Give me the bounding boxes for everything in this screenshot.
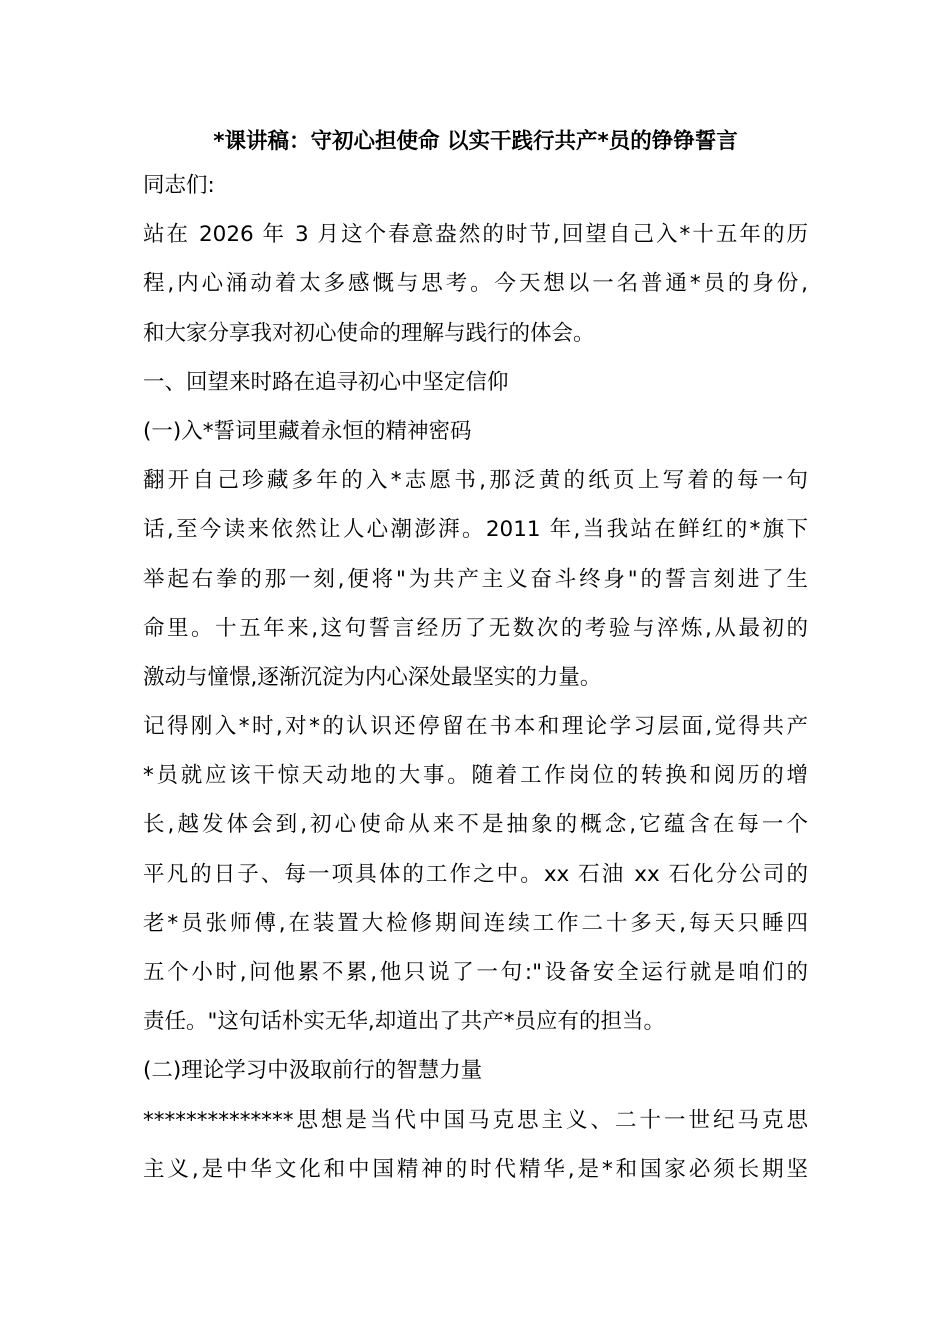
paragraph-line: 站在 2026 年 3 月这个春意盎然的时节,回望自己入*十五年的历: [143, 222, 808, 248]
paragraph-line: *员就应该干惊天动地的大事。随着工作岗位的转换和阅历的增: [143, 763, 808, 789]
paragraph-line: 程,内心涌动着太多感慨与思考。今天想以一名普通*员的身份,: [143, 271, 808, 297]
document-body: [143, 123, 808, 1194]
subsection-heading: (一)入*誓词里藏着永恒的精神密码: [143, 418, 472, 444]
paragraph-line: 平凡的日子、每一项具体的工作之中。xx 石油 xx 石化分公司的: [143, 861, 808, 887]
paragraph-line: **************思想是当代中国马克思主义、二十一世纪马克思: [143, 1107, 808, 1133]
paragraph-line: 翻开自己珍藏多年的入*志愿书,那泛黄的纸页上写着的每一句: [143, 468, 808, 494]
paragraph-line: 举起右拳的那一刻,便将"为共产主义奋斗终身"的誓言刻进了生: [143, 566, 808, 592]
paragraph-line: 命里。十五年来,这句誓言经历了无数次的考验与淬炼,从最初的: [143, 615, 808, 641]
paragraph-line: 五个小时,问他累不累,他只说了一句:"设备安全运行就是咱们的: [143, 960, 808, 985]
salutation: 同志们:: [143, 173, 215, 198]
paragraph-line: 话,至今读来依然让人心潮澎湃。2011 年,当我站在鲜红的*旗下: [143, 517, 808, 543]
section-heading: 一、回望来时路在追寻初心中坚定信仰: [143, 369, 509, 395]
paragraph-line: 和大家分享我对初心使命的理解与践行的体会。: [143, 320, 595, 346]
paragraph-line: 记得刚入*时,对*的认识还停留在书本和理论学习层面,觉得共产: [143, 714, 808, 740]
paragraph-line: 长,越发体会到,初心使命从来不是抽象的概念,它蕴含在每一个: [143, 812, 808, 838]
paragraph-line: 主义,是中华文化和中国精神的时代精华,是*和国家必须长期坚: [143, 1156, 808, 1182]
document-title: *课讲稿：守初心担使命 以实干践行共产*员的铮铮誓言: [213, 129, 738, 154]
subsection-heading: (二)理论学习中汲取前行的智慧力量: [143, 1058, 483, 1084]
paragraph-line: 老*员张师傅,在装置大检修期间连续工作二十多天,每天只睡四: [143, 910, 808, 936]
paragraph-line: 责任。"这句话朴实无华,却道出了共产*员应有的担当。: [143, 1009, 665, 1035]
paragraph-line: 激动与憧憬,逐渐沉淀为内心深处最坚实的力量。: [143, 664, 602, 690]
